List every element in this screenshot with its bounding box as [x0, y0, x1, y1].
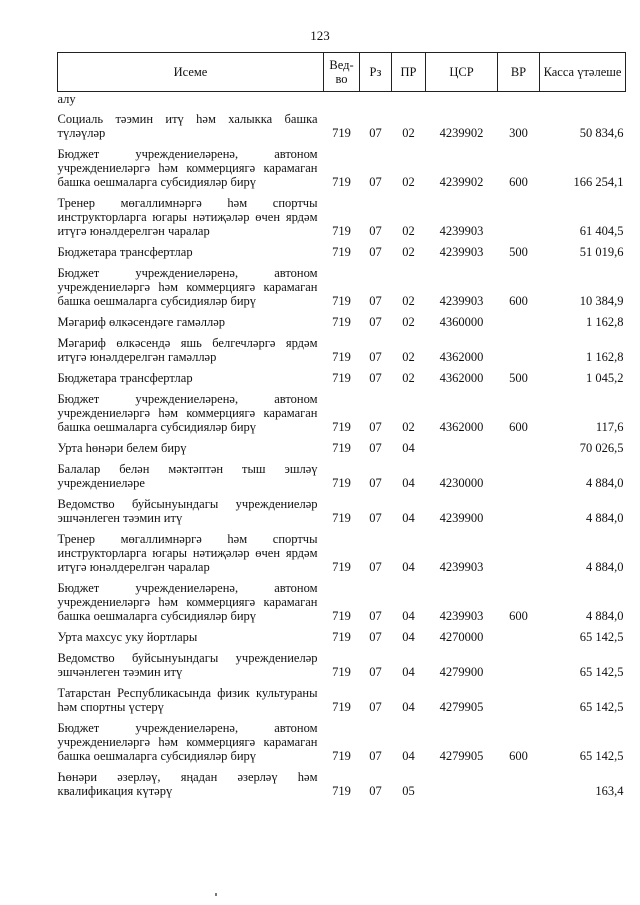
- row-pr: 04: [402, 511, 415, 525]
- row-name: Бюджет учреждениеләренә, автоном учреждениеләргә һәм коммерциягә карамаган башка оешмаларга субсидияләр бирү: [57, 581, 318, 623]
- row-vr: 600: [509, 609, 528, 623]
- row-rz: 07: [369, 441, 382, 455]
- row-rz: 07: [369, 784, 382, 798]
- row-sum: 50 834,6: [579, 126, 624, 140]
- page-number: 123: [310, 28, 330, 43]
- row-vedomstvo: 719: [332, 224, 351, 238]
- table-row: [58, 770, 626, 805]
- row-vedomstvo: 719: [332, 476, 351, 490]
- row-vedomstvo: 719: [332, 700, 351, 714]
- row-vedomstvo: 719: [332, 315, 351, 329]
- row-rz: 07: [369, 315, 382, 329]
- row-sum: 1 045,2: [586, 371, 624, 385]
- row-rz: 07: [369, 560, 382, 574]
- row-sum: 10 384,9: [579, 294, 624, 308]
- row-csr: 4362000: [439, 350, 484, 364]
- row-sum: 4 884,0: [586, 609, 624, 623]
- row-vr: [498, 630, 540, 651]
- row-name: Урта һөнәри белем бирү: [57, 441, 187, 455]
- row-vedomstvo: 719: [332, 245, 351, 259]
- row-vedomstvo: 719: [332, 609, 351, 623]
- row-rz: 07: [369, 420, 382, 434]
- row-csr: 4239902: [439, 175, 484, 189]
- row-vr: [498, 686, 540, 721]
- row-vr: 600: [509, 294, 528, 308]
- row-name: Бюджет учреждениеләренә, автоном учреждениеләргә һәм коммерциягә карамаган башка оешмаларга субсидияләр бирү: [57, 266, 318, 308]
- row-name: Урта махсус уку йортлары: [57, 630, 198, 644]
- row-sum: 4 884,0: [586, 511, 624, 525]
- row-name: Ведомство буйсынуындагы учреждениеләр эшчәнлеген тәэмин итү: [57, 651, 318, 679]
- row-pr: 04: [402, 749, 415, 763]
- row-sum: 4 884,0: [586, 560, 624, 574]
- table-row: [58, 315, 626, 336]
- table-row: [58, 147, 626, 196]
- row-name: Балалар белән мәктәптән тыш эшләү учреждениеләре: [57, 462, 318, 490]
- row-sum: 65 142,5: [579, 665, 624, 679]
- header-pr: ПР: [392, 53, 426, 92]
- row-sum: 65 142,5: [579, 630, 624, 644]
- row-vedomstvo: 719: [332, 126, 351, 140]
- row-csr: 4239903: [439, 560, 484, 574]
- row-vr: [498, 315, 540, 336]
- row-name: Бюджетара трансфертлар: [57, 371, 193, 385]
- row-pr: 04: [402, 630, 415, 644]
- row-rz: 07: [369, 700, 382, 714]
- table-row: [58, 462, 626, 497]
- row-csr: 4279905: [439, 749, 484, 763]
- table-row: [58, 266, 626, 315]
- table-row: [58, 630, 626, 651]
- row-csr: 4239900: [439, 511, 484, 525]
- table-row: [58, 336, 626, 371]
- row-rz: 07: [369, 350, 382, 364]
- row-sum: 4 884,0: [586, 476, 624, 490]
- row-pr: 04: [402, 700, 415, 714]
- row-csr: 4239903: [439, 224, 484, 238]
- row-vr: [498, 532, 540, 581]
- row-pr: 02: [402, 350, 415, 364]
- table-row: [58, 441, 626, 462]
- row-vedomstvo: 719: [332, 441, 351, 455]
- row-vr: 600: [509, 420, 528, 434]
- row-vedomstvo: 719: [332, 560, 351, 574]
- row-rz: 07: [369, 511, 382, 525]
- row-pr: 02: [402, 294, 415, 308]
- row-name: Бюджетара трансфертлар: [57, 245, 193, 259]
- row-vedomstvo: 719: [332, 175, 351, 189]
- row-vr: 500: [509, 371, 528, 385]
- row-vr: [498, 462, 540, 497]
- row-rz: 07: [369, 294, 382, 308]
- table-row: [58, 721, 626, 770]
- row-sum: 1 162,8: [586, 350, 624, 364]
- row-vr: 300: [509, 126, 528, 140]
- row-name: Тренер мөгаллимнәргә һәм спортчы инструкторларга югары нәтиҗәләр өчен ярдәм итүгә юнәлдерелгән чаралар: [57, 532, 318, 574]
- row-rz: 07: [369, 371, 382, 385]
- row-vedomstvo: 719: [332, 749, 351, 763]
- row-csr: 4239903: [439, 294, 484, 308]
- row-csr: 4239903: [439, 245, 484, 259]
- row-sum: 117,6: [595, 420, 624, 434]
- row-pr: 02: [402, 126, 415, 140]
- row-name: Бюджет учреждениеләренә, автоном учреждениеләргә һәм коммерциягә карамаган башка оешмаларга субсидияләр бирү: [57, 147, 318, 189]
- table-row: [58, 532, 626, 581]
- budget-table-container: [57, 52, 625, 805]
- table-row: [58, 686, 626, 721]
- row-pr: 05: [402, 784, 415, 798]
- scan-mark: [215, 893, 217, 896]
- row-rz: 07: [369, 245, 382, 259]
- row-vedomstvo: 719: [332, 784, 351, 798]
- row-vedomstvo: 719: [332, 665, 351, 679]
- row-rz: 07: [369, 175, 382, 189]
- row-sum: 163,4: [595, 784, 624, 798]
- row-rz: 07: [369, 126, 382, 140]
- row-vedomstvo: 719: [332, 371, 351, 385]
- row-csr: 4360000: [439, 315, 484, 329]
- row-name: Ведомство буйсынуындагы учреждениеләр эшчәнлеген тәэмин итү: [57, 497, 318, 525]
- header-rz: Рз: [360, 53, 392, 92]
- header-vedomstvo: Вед-во: [324, 53, 360, 92]
- row-name: Мәгариф өлкәсендә яшь белгечләргә ярдәм итүгә юнәлдерелгән гамәлләр: [57, 336, 318, 364]
- header-name: Исеме: [58, 53, 324, 92]
- table-row: [58, 581, 626, 630]
- row-pr: 02: [402, 175, 415, 189]
- row-vr: [498, 196, 540, 245]
- continuation-row: [58, 92, 626, 113]
- continuation-text: алу: [57, 92, 76, 106]
- row-vr: [498, 497, 540, 532]
- row-csr: 4279900: [439, 665, 484, 679]
- row-rz: 07: [369, 476, 382, 490]
- row-csr: 4230000: [439, 476, 484, 490]
- table-row: [58, 196, 626, 245]
- row-pr: 04: [402, 665, 415, 679]
- row-sum: 70 026,5: [579, 441, 624, 455]
- row-name: Социаль тәэмин итү һәм халыкка башка түләүләр: [57, 112, 318, 140]
- row-vr: [498, 336, 540, 371]
- row-csr: [426, 770, 498, 805]
- row-csr: [426, 441, 498, 462]
- row-vr: 600: [509, 175, 528, 189]
- table-row: [58, 245, 626, 266]
- row-pr: 02: [402, 224, 415, 238]
- row-pr: 02: [402, 315, 415, 329]
- row-rz: 07: [369, 665, 382, 679]
- row-sum: 65 142,5: [579, 749, 624, 763]
- row-name: Тренер мөгаллимнәргә һәм спортчы инструкторларга югары нәтиҗәләр өчен ярдәм итүгә юнәлдерелгән чаралар: [57, 196, 318, 238]
- table-row: [58, 392, 626, 441]
- row-pr: 02: [402, 245, 415, 259]
- row-vr: [498, 441, 540, 462]
- row-pr: 04: [402, 609, 415, 623]
- row-vr: 600: [509, 749, 528, 763]
- row-name: Бюджет учреждениеләренә, автоном учреждениеләргә һәм коммерциягә карамаган башка оешмаларга субсидияләр бирү: [57, 392, 318, 434]
- table-row: [58, 371, 626, 392]
- row-vr: 500: [509, 245, 528, 259]
- row-pr: 04: [402, 560, 415, 574]
- row-vedomstvo: 719: [332, 420, 351, 434]
- row-rz: 07: [369, 224, 382, 238]
- row-vr: [498, 651, 540, 686]
- row-sum: 51 019,6: [579, 245, 624, 259]
- row-rz: 07: [369, 609, 382, 623]
- row-name: Бюджет учреждениеләренә, автоном учреждениеләргә һәм коммерциягә карамаган башка оешмаларга субсидияләр бирү: [57, 721, 318, 763]
- row-csr: 4362000: [439, 420, 484, 434]
- row-csr: 4239902: [439, 126, 484, 140]
- row-rz: 07: [369, 630, 382, 644]
- table-row: [58, 497, 626, 532]
- row-vedomstvo: 719: [332, 294, 351, 308]
- header-csr: ЦСР: [426, 53, 498, 92]
- row-sum: 65 142,5: [579, 700, 624, 714]
- table-header-row: [58, 53, 626, 92]
- row-csr: 4362000: [439, 371, 484, 385]
- row-name: Мәгариф өлкәсендәге гамәлләр: [57, 315, 225, 329]
- row-sum: 61 404,5: [579, 224, 624, 238]
- table-row: [58, 112, 626, 147]
- table-body: [58, 92, 626, 806]
- row-pr: 04: [402, 476, 415, 490]
- table-row: [58, 651, 626, 686]
- row-csr: 4270000: [439, 630, 484, 644]
- row-csr: 4239903: [439, 609, 484, 623]
- row-vedomstvo: 719: [332, 350, 351, 364]
- row-name: Татарстан Республикасында физик культураны һәм спортны үстерү: [57, 686, 318, 714]
- row-pr: 04: [402, 441, 415, 455]
- row-vr: [498, 770, 540, 805]
- row-csr: 4279905: [439, 700, 484, 714]
- budget-table: [57, 52, 626, 805]
- row-rz: 07: [369, 749, 382, 763]
- row-sum: 166 254,1: [573, 175, 624, 189]
- header-vr: ВР: [498, 53, 540, 92]
- row-sum: 1 162,8: [586, 315, 624, 329]
- row-vedomstvo: 719: [332, 511, 351, 525]
- row-name: Һөнәри әзерләү, яңадан әзерләү һәм квалификация күтәрү: [57, 770, 318, 798]
- row-pr: 02: [402, 371, 415, 385]
- header-kassa: Касса үтәлеше: [540, 53, 626, 92]
- row-pr: 02: [402, 420, 415, 434]
- row-vedomstvo: 719: [332, 630, 351, 644]
